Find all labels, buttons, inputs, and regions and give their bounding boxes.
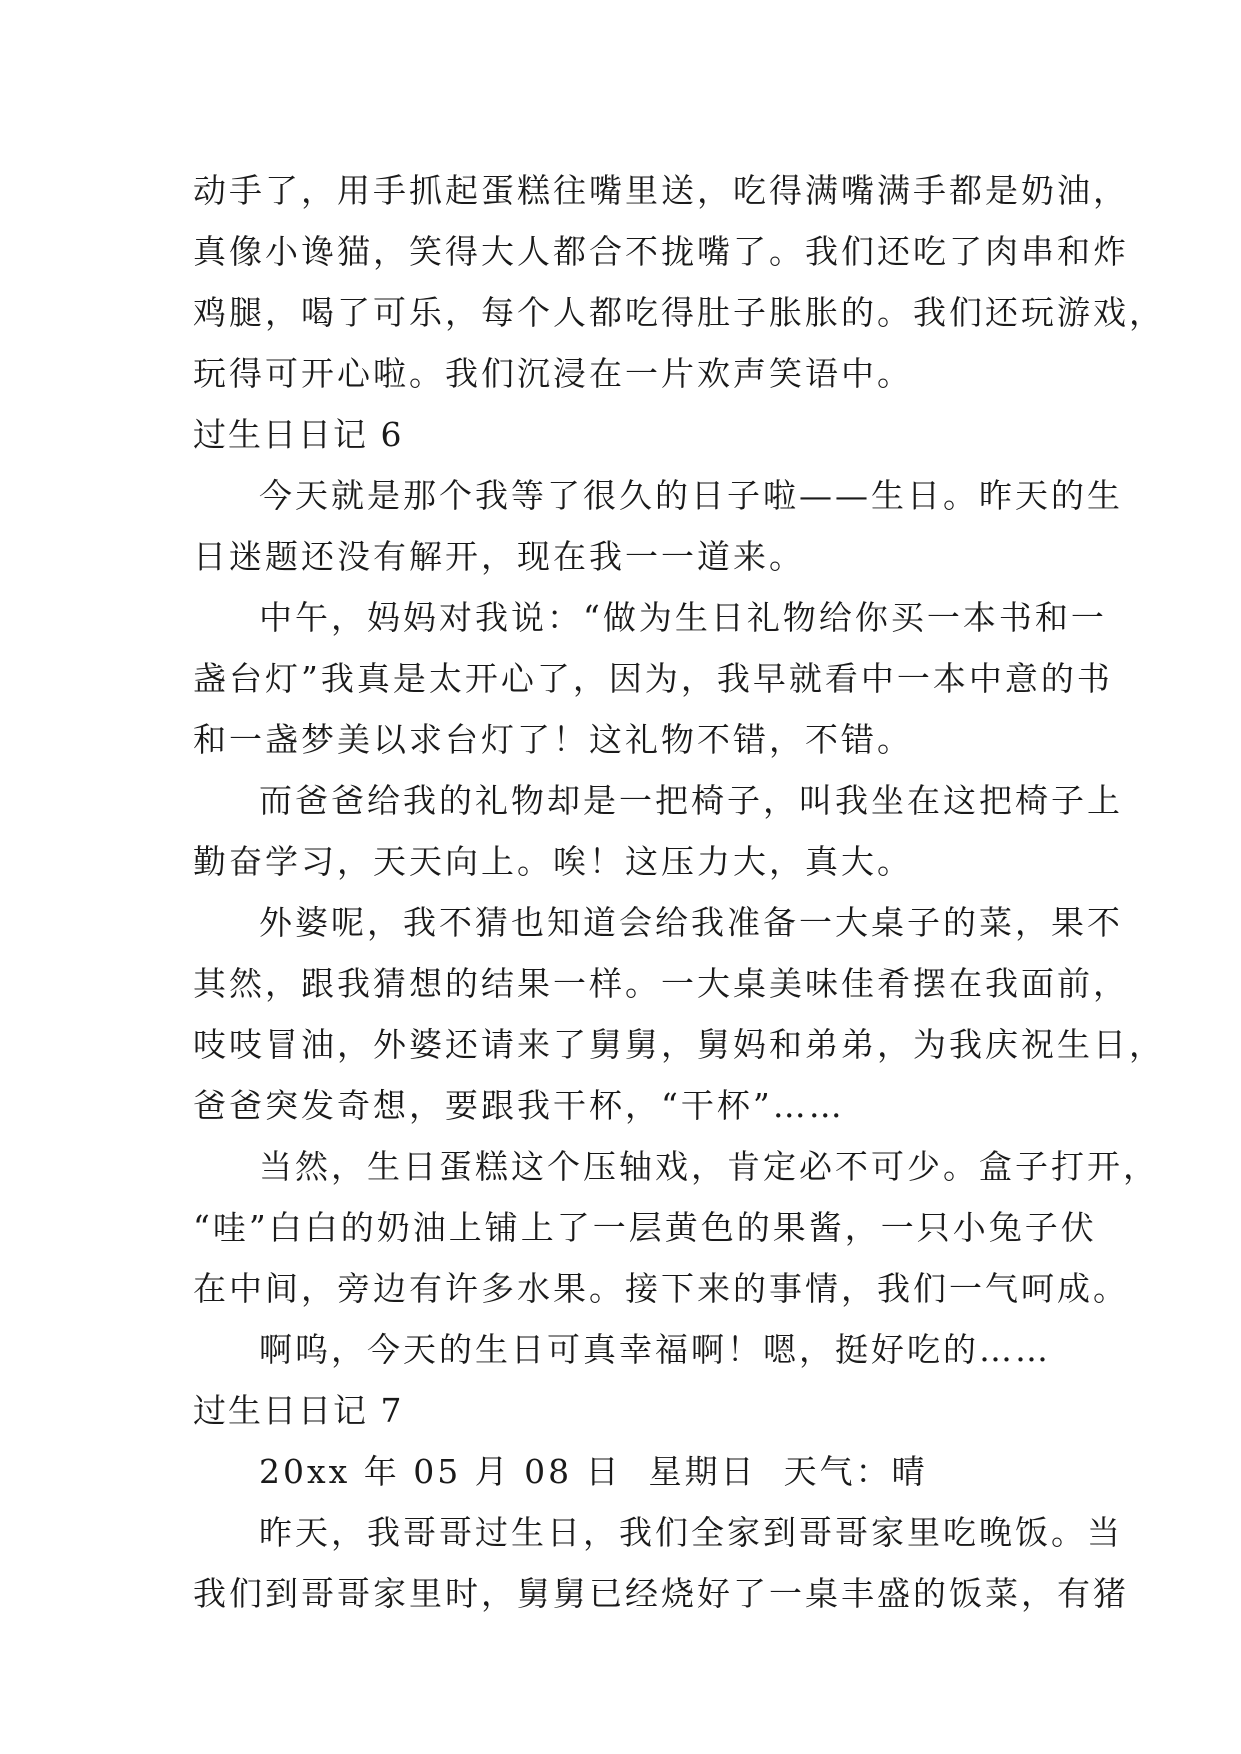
- paragraph-line: 外婆呢，我不猜也知道会给我准备一大桌子的菜，果不: [259, 903, 1123, 942]
- paragraph-line: 在中间，旁边有许多水果。接下来的事情，我们一气呵成。: [193, 1269, 1129, 1308]
- document-body: [193, 160, 1165, 1624]
- paragraph-line: 盏台灯”我真是太开心了，因为，我早就看中一本中意的书: [193, 659, 1113, 698]
- paragraph-line: 吱吱冒油，外婆还请来了舅舅，舅妈和弟弟，为我庆祝生日，: [193, 1025, 1165, 1064]
- paragraph-line: 鸡腿，喝了可乐，每个人都吃得肚子胀胀的。我们还玩游戏，: [193, 293, 1165, 332]
- paragraph-line: 爸爸突发奇想，要跟我干杯，“干杯”……: [193, 1086, 845, 1125]
- paragraph-line: 和一盏梦美以求台灯了！这礼物不错，不错。: [193, 720, 913, 759]
- paragraph-line: “哇”白白的奶油上铺上了一层黄色的果酱，一只小兔子伏: [193, 1208, 1097, 1247]
- paragraph-line: 玩得可开心啦。我们沉浸在一片欢声笑语中。: [193, 354, 913, 393]
- paragraph-line: 动手了，用手抓起蛋糕往嘴里送，吃得满嘴满手都是奶油，: [193, 171, 1129, 210]
- paragraph-line: 昨天，我哥哥过生日，我们全家到哥哥家里吃晚饭。当: [259, 1513, 1123, 1552]
- section-heading: 过生日日记 7: [193, 1391, 404, 1430]
- diary-date-line: 20xx 年 05 月 08 日 星期日 天气：晴: [259, 1452, 928, 1491]
- paragraph-line: 啊呜，今天的生日可真幸福啊！嗯，挺好吃的……: [259, 1330, 1051, 1369]
- paragraph-line: 而爸爸给我的礼物却是一把椅子，叫我坐在这把椅子上: [259, 781, 1123, 820]
- section-heading: 过生日日记 6: [193, 415, 404, 454]
- paragraph-line: 日迷题还没有解开，现在我一一道来。: [193, 537, 805, 576]
- paragraph-line: 中午，妈妈对我说：“做为生日礼物给你买一本书和一: [259, 598, 1107, 637]
- paragraph-line: 其然，跟我猜想的结果一样。一大桌美味佳肴摆在我面前，: [193, 964, 1129, 1003]
- paragraph-line: 今天就是那个我等了很久的日子啦——生日。昨天的生: [259, 476, 1123, 515]
- paragraph-line: 真像小谗猫，笑得大人都合不拢嘴了。我们还吃了肉串和炸: [193, 232, 1129, 271]
- paragraph-line: 勤奋学习，天天向上。唉！这压力大，真大。: [193, 842, 913, 881]
- paragraph-line: 当然，生日蛋糕这个压轴戏，肯定必不可少。盒子打开，: [259, 1147, 1159, 1186]
- paragraph-line: 我们到哥哥家里时，舅舅已经烧好了一桌丰盛的饭菜，有猪: [193, 1574, 1129, 1613]
